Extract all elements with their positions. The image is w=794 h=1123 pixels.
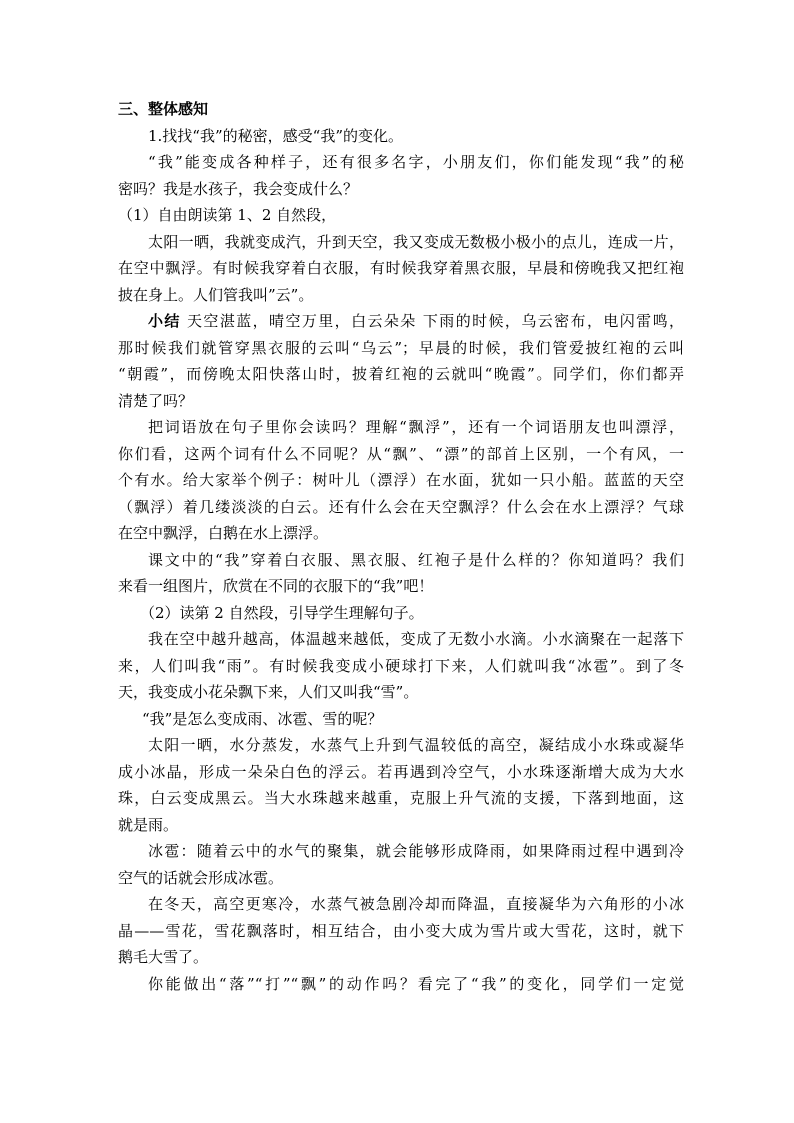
paragraph-line: 珠，白云变成黑云。当大水珠越来越重，克服上升气流的支援，下落到地面，这 (118, 789, 684, 807)
paragraph-line: （1）自由朗读第 1、2 自然段， (118, 206, 337, 224)
paragraph-line: “朝霞”，而傍晚太阳快落山时，披着红袍的云就叫“晚霞”。同学们，你们都弄 (118, 365, 684, 383)
paragraph-line: 课文中的“我”穿着白衣服、黑衣服、红袍子是什么样的？你知道吗？我们 (148, 550, 684, 569)
paragraph-line: 我在空中越升越高，体温越来越低，变成了无数小水滴。小水滴聚在一起落下 (148, 630, 684, 648)
paragraph-line: 清楚了吗？ (118, 391, 194, 410)
paragraph-line: 在空中飘浮。有时候我穿着白衣服，有时候我穿着黑衣服，早晨和傍晚我又把红袍 (118, 259, 684, 277)
paragraph-line: 把词语放在句子里你会读吗？理解“飘浮”，还有一个词语朋友也叫漂浮， (148, 418, 684, 436)
paragraph-line: 1.找找“我”的秘密，感受“我”的变化。 (148, 126, 403, 145)
paragraph-line: 个有水。给大家举个例子：树叶儿（漂浮）在水面，犹如一只小船。蓝蓝的天空 (118, 471, 684, 489)
paragraph-line: 成小冰晶，形成一朵朵白色的浮云。若再遇到冷空气，小水珠逐渐增大成为大水 (118, 762, 684, 781)
paragraph-line: 你们看，这两个词有什么不同呢？从“飘”、“漂”的部首上区别，一个有风，一 (118, 444, 684, 463)
section-heading: 三、整体感知 (118, 100, 209, 118)
paragraph-line: 太阳一晒，我就变成汽，升到天空，我又变成无数极小极小的点儿，连成一片， (148, 232, 684, 251)
paragraph-line: 晶——雪花，雪花飘落时，相互结合，由小变大成为雪片或大雪花，这时，就下 (118, 921, 684, 940)
paragraph-line: 太阳一晒，水分蒸发，水蒸气上升到气温较低的高空，凝结成小水珠或凝华 (148, 736, 684, 754)
paragraph-line: 在冬天，高空更寒冷，水蒸气被急剧冷却而降温，直接凝华为六角形的小冰 (148, 895, 684, 913)
paragraph-line: 披在身上。人们管我叫”云”。 (118, 285, 314, 304)
paragraph-line: 在空中飘浮，白鹅在水上漂浮。 (118, 524, 329, 542)
paragraph-line: （2）读第 2 自然段，引导学生理解句子。 (140, 603, 424, 622)
paragraph-line: 空气的话就会形成冰雹。 (118, 868, 284, 887)
paragraph-line: 来，人们叫我“雨”。有时候我变成小硬球打下来，人们就叫我“冰雹”。到了冬 (118, 656, 684, 675)
paragraph-line: （飘浮）着几缕淡淡的白云。还有什么会在天空飘浮？什么会在水上漂浮？气球 (118, 497, 684, 516)
paragraph-line: 来看一组图片，欣赏在不同的衣服下的“我”吧！ (118, 577, 434, 595)
summary-label: 小结 (148, 312, 181, 330)
paragraph-line: 鹅毛大雪了。 (118, 948, 209, 966)
document-page (118, 96, 684, 997)
paragraph-line: 那时候我们就管穿黑衣服的云叫“乌云”；早晨的时候，我们管爱披红袍的云叫 (118, 338, 684, 357)
summary-text: 天空湛蓝，晴空万里，白云朵朵 下雨的时候，乌云密布，电闪雷鸣， (180, 312, 684, 330)
paragraph-line: 天，我变成小花朵飘下来，人们又叫我“雪”。 (118, 683, 419, 701)
paragraph-line: 你能做出“落”“打”“飘”的动作吗？看完了“我”的变化，同学们一定觉 (148, 974, 684, 993)
paragraph-line: “我”是怎么变成雨、冰雹、雪的呢？ (142, 709, 383, 728)
summary-line (118, 308, 684, 335)
paragraph-line: 就是雨。 (118, 815, 179, 834)
paragraph-line: 密吗？我是水孩子，我会变成什么？ (118, 179, 359, 198)
paragraph-line: “我”能变成各种样子，还有很多名字，小朋友们，你们能发现“我”的秘 (148, 153, 684, 171)
paragraph-line: 冰雹：随着云中的水气的聚集，就会能够形成降雨，如果降雨过程中遇到冷 (148, 842, 684, 860)
